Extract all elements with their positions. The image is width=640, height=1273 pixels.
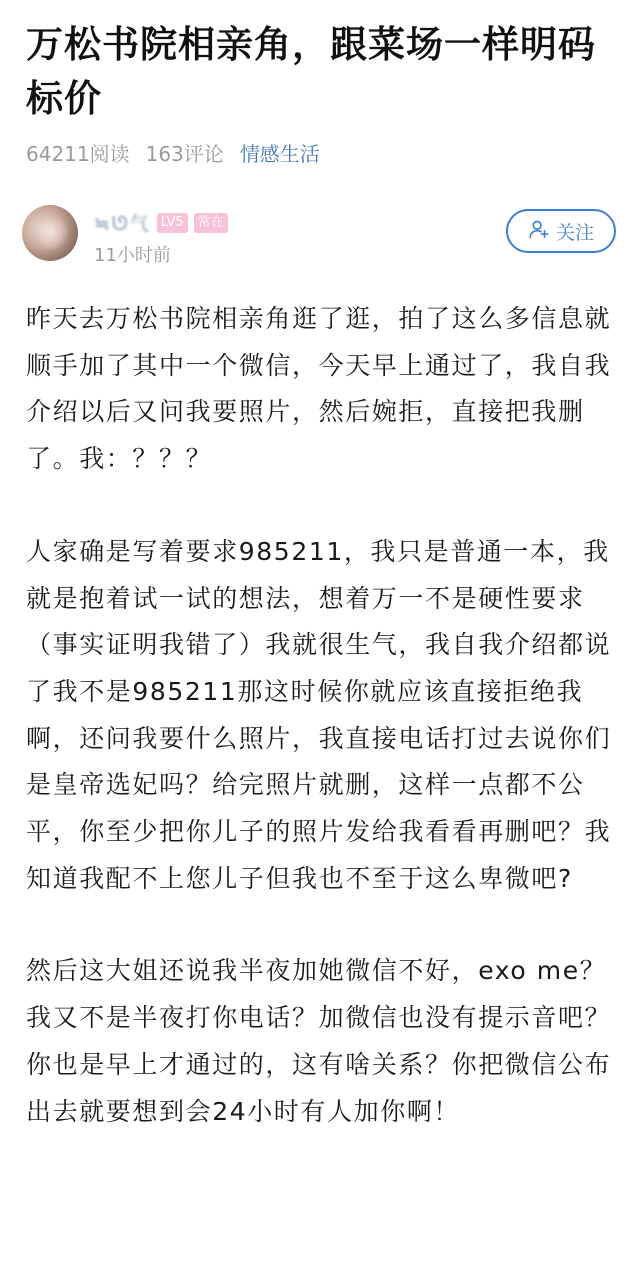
- article-meta: [26, 138, 320, 167]
- follow-button[interactable]: [506, 209, 616, 253]
- paragraph: 然后这大姐还说我半夜加她微信不好，exo me？我又不是半夜打你电话？加微信也没有提示音吧？你也是早上才通过的，这有啥关系？你把微信公布出去就要想到会24小时有人加你啊！: [26, 956, 612, 1126]
- author-name[interactable]: ≒ᘎ气: [94, 213, 151, 235]
- author-row: [22, 203, 618, 269]
- add-user-icon: [528, 218, 550, 245]
- level-badge: LV5: [157, 213, 188, 233]
- read-count: 64211阅读: [26, 142, 130, 166]
- category-link[interactable]: 情感生活: [239, 142, 320, 166]
- article-body: [26, 296, 618, 1181]
- status-badge: 常在: [194, 213, 228, 233]
- paragraph: 人家确是写着要求985211，我只是普通一本，我就是抱着试一试的想法，想着万一不是硬性要求（事实证明我错了）我就很生气，我自我介绍都说了我不是985211那这时候你就应该直接拒绝我啊，还问我要什么照片，我直接电话打过去说你们是皇帝选妃吗？给完照片就删，这样一点都不公平，你至少把你儿子的照片发给我看看再删吧？我知道我配不上您儿子但我也不至于这么卑微吧?: [26, 536, 612, 893]
- post-time: 11小时前: [94, 245, 171, 266]
- comment-count[interactable]: 163评论: [145, 142, 224, 166]
- follow-label: 关注: [555, 221, 594, 244]
- author-name-line: [94, 209, 228, 236]
- avatar[interactable]: [22, 205, 78, 261]
- article-title: 万松书院相亲角，跟菜场一样明码标价: [26, 23, 596, 120]
- paragraph: 昨天去万松书院相亲角逛了逛，拍了这么多信息就顺手加了其中一个微信，今天早上通过了，我自我介绍以后又问我要照片，然后婉拒，直接把我删了。我：？？？: [26, 304, 612, 474]
